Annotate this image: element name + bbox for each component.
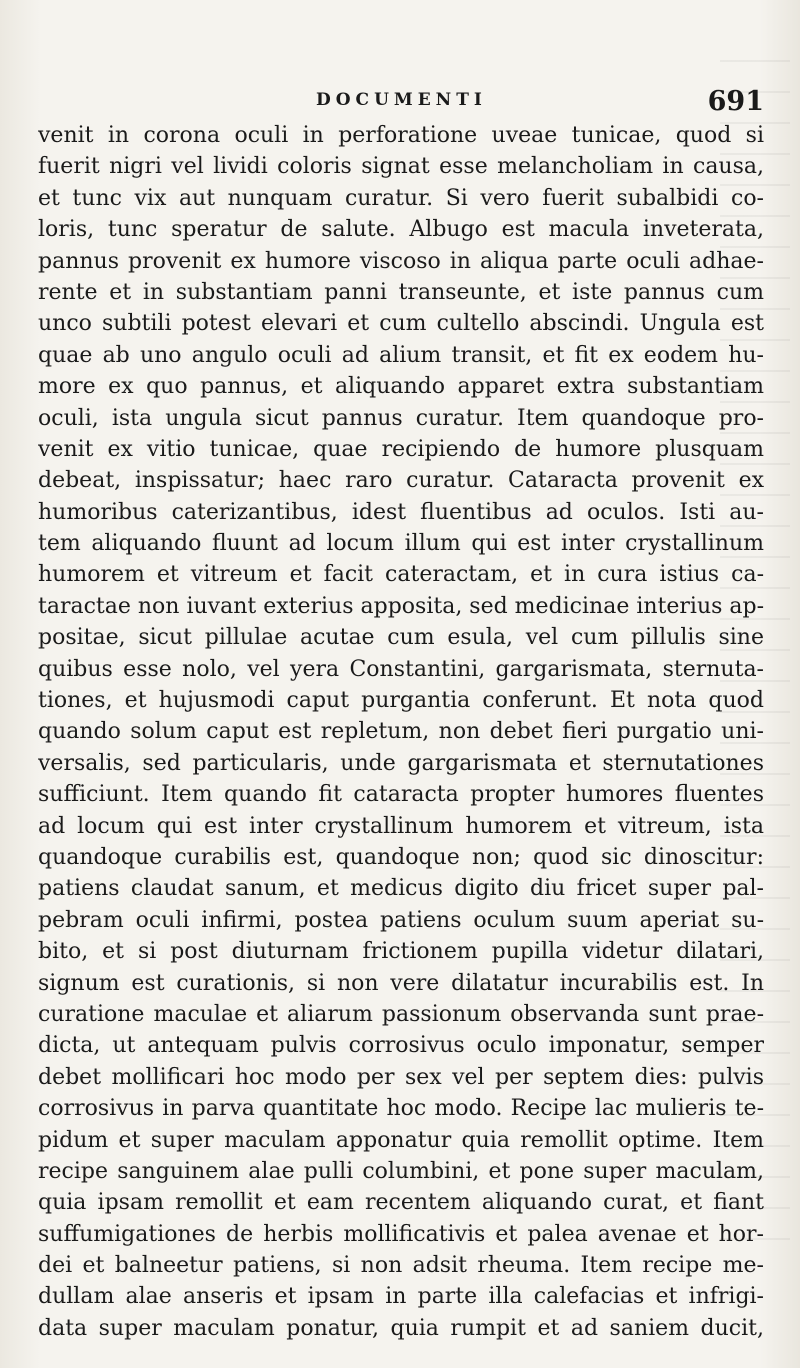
text-line: loris, tunc speratur de salute. Albugo est macula inveterata,: [38, 217, 764, 243]
text-line: versalis, sed particularis, unde gargarismata et sternutationes: [38, 750, 764, 776]
running-head: DOCUMENTI: [316, 90, 487, 110]
text-line: humoribus caterizantibus, idest fluentibus ad oculos. Isti au-: [38, 499, 764, 525]
text-line: bito, et si post diuturnam frictionem pupilla videtur dilatari,: [38, 939, 764, 965]
text-line: dei et balneetur patiens, si non adsit rheuma. Item recipe me-: [38, 1253, 764, 1279]
text-line: debeat, inspissatur; haec raro curatur. Cataracta provenit ex: [38, 468, 764, 494]
text-line: positae, sicut pillulae acutae cum esula, vel cum pillulis sine: [38, 625, 764, 651]
text-line: oculi, ista ungula sicut pannus curatur. Item quandoque pro-: [38, 405, 764, 431]
body-text: [38, 120, 764, 1344]
text-line: fuerit nigri vel lividi coloris signat esse melancholiam in causa,: [38, 154, 764, 180]
text-line: taractae non iuvant exterius apposita, sed medicinae interius ap-: [38, 593, 764, 619]
text-line: dullam alae anseris et ipsam in parte illa calefacias et infrigi-: [38, 1284, 764, 1310]
text-line: quibus esse nolo, vel yera Constantini, gargarismata, sternuta-: [38, 656, 764, 682]
text-line: tem aliquando fluunt ad locum illum qui est inter crystallinum: [38, 531, 764, 557]
page-header: [36, 86, 766, 116]
text-line: more ex quo pannus, et aliquando apparet extra substantiam: [38, 374, 764, 400]
text-line: venit ex vitio tunicae, quae recipiendo de humore plusquam: [38, 436, 764, 462]
text-line: quia ipsam remollit et eam recentem aliquando curat, et fiant: [38, 1190, 764, 1216]
page-number: 691: [707, 86, 764, 117]
text-line: data super maculam ponatur, quia rumpit et ad saniem ducit,: [38, 1315, 764, 1341]
text-line: ad locum qui est inter crystallinum humorem et vitreum, ista: [38, 813, 764, 839]
text-line: corrosivus in parva quantitate hoc modo. Recipe lac mulieris te-: [38, 1096, 764, 1122]
text-line: et tunc vix aut nunquam curatur. Si vero fuerit subalbidi co-: [38, 185, 764, 211]
text-line: unco subtili potest elevari et cum cultello abscindi. Ungula est: [38, 311, 764, 337]
text-line: recipe sanguinem alae pulli columbini, et pone super maculam,: [38, 1158, 764, 1184]
text-line: pidum et super maculam apponatur quia remollit optime. Item: [38, 1127, 764, 1153]
text-line: quae ab uno angulo oculi ad alium transit, et fit ex eodem hu-: [38, 342, 764, 368]
text-line: curatione maculae et aliarum passionum observanda sunt prae-: [38, 1001, 764, 1027]
text-line: tiones, et hujusmodi caput purgantia conferunt. Et nota quod: [38, 688, 764, 714]
text-line: signum est curationis, si non vere dilatatur incurabilis est. In: [38, 970, 764, 996]
text-line: suffumigationes de herbis mollificativis et palea avenae et hor-: [38, 1221, 764, 1247]
text-line: humorem et vitreum et facit cateractam, et in cura istius ca-: [38, 562, 764, 588]
text-line: rente et in substantiam panni transeunte, et iste pannus cum: [38, 279, 764, 305]
text-line: patiens claudat sanum, et medicus digito diu fricet super pal-: [38, 876, 764, 902]
text-line: dicta, ut antequam pulvis corrosivus oculo imponatur, semper: [38, 1033, 764, 1059]
text-line: venit in corona oculi in perforatione uveae tunicae, quod si: [38, 123, 764, 148]
text-line: sufficiunt. Item quando fit cataracta propter humores fluentes: [38, 782, 764, 808]
text-line: debet mollificari hoc modo per sex vel per septem dies: pulvis: [38, 1064, 764, 1090]
text-line: pebram oculi infirmi, postea patiens oculum suum aperiat su-: [38, 907, 764, 933]
text-line: quando solum caput est repletum, non debet fieri purgatio uni-: [38, 719, 764, 745]
text-line: quandoque curabilis est, quandoque non; quod sic dinoscitur:: [38, 844, 764, 870]
text-line: pannus provenit ex humore viscoso in aliqua parte oculi adhae-: [38, 248, 764, 274]
